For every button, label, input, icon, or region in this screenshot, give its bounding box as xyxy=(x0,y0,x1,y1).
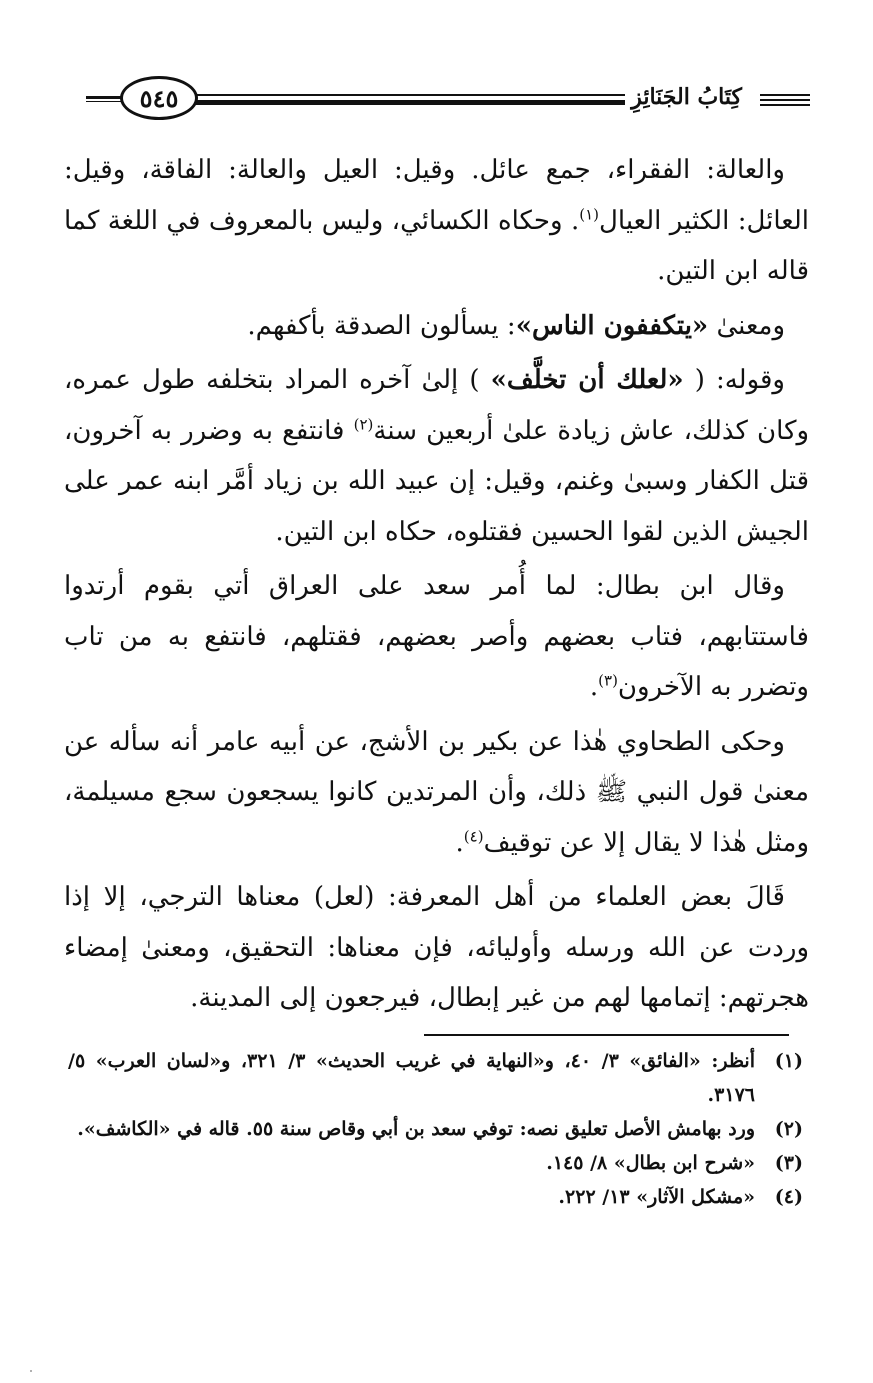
footnote-number: (١) xyxy=(774,1050,803,1072)
quoted-phrase: «لعلك أن تخلَّف» xyxy=(490,365,684,395)
footnote-text: «شرح ابن بطال» ٨/ ١٤٥. xyxy=(546,1152,755,1174)
footnote-number: (٣) xyxy=(774,1152,803,1174)
running-title: كِتَابُ الجَنَائِزِ xyxy=(625,82,748,112)
quoted-phrase: «يتكففون الناس» xyxy=(515,310,709,341)
paragraph-6: قَالَ بعض العلماء من أهل المعرفة: (لعل) معناها الترجي، إلا إذا وردت عن الله ورسله وأوليائه، فإن معناها: التحقيق، ومعنىٰ إمضاء هجرتهم: إتمامها لهم من غير إبطال، فيرجعون إلى المدينة. xyxy=(64,882,809,1013)
header-rule-thin xyxy=(186,94,626,96)
footnote xyxy=(68,1112,813,1146)
footnote-text: أنظر: «الفائق» ٣/ ٤٠، و«النهاية في غريب الحديث» ٣/ ٣٢١، و«لسان العرب» ٥/ ٣١٧٦. xyxy=(68,1050,755,1106)
paragraph-4: وقال ابن بطال: لما أُمر سعد على العراق أتي بقوم أرتدوا فاستتابهم، فتاب بعضهم وأصر بعضهم، فقتلهم، فانتفع به من تاب وتضرر به الآخرون$^{(٣)}$. xyxy=(64,571,809,702)
footnote xyxy=(68,1146,813,1180)
paragraph-5: وحكى الطحاوي هٰذا عن بكير بن الأشج، عن أبيه عامر أنه سأله عن معنىٰ قول النبي ﷺ ذلك، وأن المرتدين كانوا يسجعون سجع مسيلمة، ومثل هٰذا لا يقال إلا عن توقيف$^{(٤)}$. xyxy=(64,726,809,858)
footnote xyxy=(68,1180,813,1214)
footnote-text: «مشكل الآثار» ١٣/ ٢٢٢. xyxy=(558,1186,755,1208)
paragraph-2: ومعنىٰ «يتكففون الناس»: يسألون الصدقة بأكفهم. xyxy=(247,310,785,341)
page-number: ٥٤٥ xyxy=(120,76,198,120)
scan-speck xyxy=(30,1370,32,1372)
footnote-text: ورد بهامش الأصل تعليق نصه: توفي سعد بن أبي وقاص سنة ٥٥. قاله في «الكاشف». xyxy=(77,1118,755,1140)
footnote-ref-3: (٣) xyxy=(598,671,618,690)
header-rule-thick xyxy=(186,100,626,105)
footnote-ref-4: (٤) xyxy=(463,826,484,845)
footnote-number: (٤) xyxy=(774,1186,803,1208)
paragraph-1: والعالة: الفقراء، جمع عائل. وقيل: العيل والعالة: الفاقة، وقيل: العائل: الكثير العيال$^{(١)}$. وحكاه الكسائي، وليس بالمعروف في اللغة كما قاله ابن التين. xyxy=(64,155,809,286)
footnote xyxy=(68,1044,813,1112)
footnotes xyxy=(68,1044,813,1214)
footnote-separator xyxy=(424,1034,789,1036)
footnote-ref-2: (٢) xyxy=(353,414,374,433)
paragraph-3: وقوله: ( «لعلك أن تخلَّف» ) إلىٰ آخره المراد بتخلفه طول عمره، وكان كذلك، عاش زيادة علىٰ أربعين سنة$^{(٢)}$ فانتفع به وضرر به آخرون، قتل الكفار وسبىٰ وغنم، وقيل: إن عبيد الله بن زياد أمَّر ابنه عمر على الجيش الذين لقوا الحسين فقتلوه، حكاه ابن التين. xyxy=(64,365,809,547)
main-text xyxy=(64,145,809,1028)
footnote-ref-1: (١) xyxy=(579,204,599,223)
page-header xyxy=(86,72,810,132)
header-rule-right xyxy=(760,94,810,106)
footnote-number: (٢) xyxy=(774,1118,803,1140)
